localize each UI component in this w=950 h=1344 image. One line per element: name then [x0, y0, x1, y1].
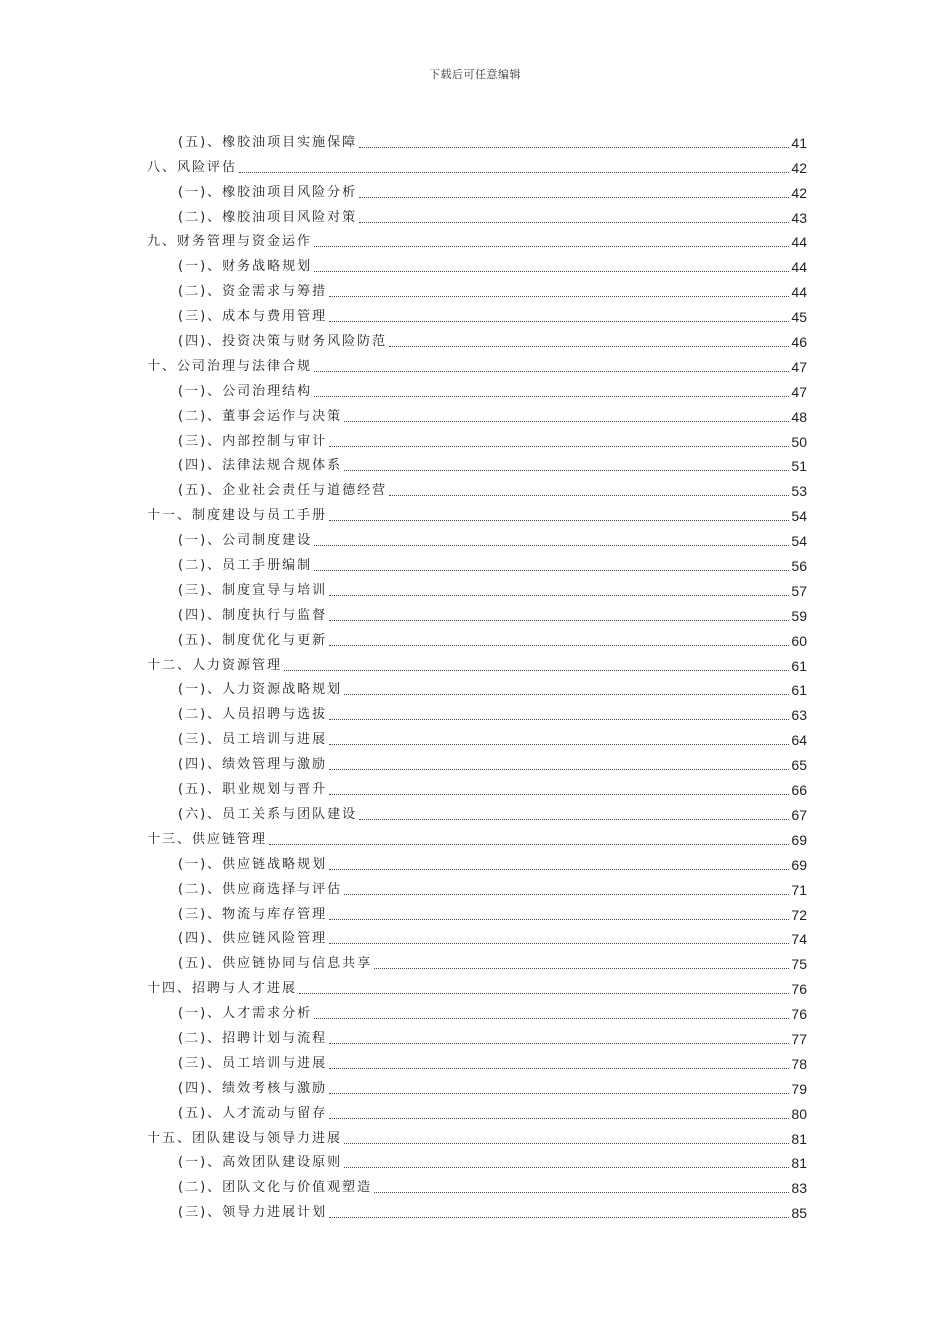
toc-entry-label: (一)、人才需求分析 [178, 1006, 313, 1022]
toc-section-entry[interactable] [147, 524, 807, 549]
dot-leader [344, 694, 789, 695]
toc-page-number: 81 [791, 1130, 807, 1147]
toc-page-number: 77 [791, 1030, 807, 1047]
toc-page-number: 44 [791, 284, 807, 301]
dot-leader [329, 869, 789, 870]
dot-leader [329, 595, 789, 596]
dot-leader [239, 172, 789, 173]
dot-leader [314, 1018, 789, 1019]
toc-entry-label: 十、公司治理与法律合规 [147, 358, 313, 374]
toc-page-number: 54 [791, 533, 807, 550]
toc-entry-label: (二)、资金需求与筹措 [178, 284, 328, 300]
toc-page-number: 69 [791, 856, 807, 873]
toc-page-number: 72 [791, 906, 807, 923]
toc-page-number: 48 [791, 408, 807, 425]
dot-leader [344, 470, 789, 471]
toc-section-entry[interactable] [147, 1196, 807, 1221]
dot-leader [314, 371, 789, 372]
dot-leader [314, 271, 789, 272]
dot-leader [329, 321, 789, 322]
toc-page-number: 54 [791, 508, 807, 525]
toc-entry-label: 八、风险评估 [147, 159, 238, 175]
toc-chapter-entry[interactable] [147, 151, 807, 176]
dot-leader [314, 396, 789, 397]
toc-page-number: 57 [791, 582, 807, 599]
toc-entry-label: (四)、供应链风险管理 [178, 931, 328, 947]
toc-section-entry[interactable] [147, 923, 807, 948]
toc-entry-label: (三)、成本与费用管理 [178, 309, 328, 325]
toc-entry-label: (一)、橡胶油项目风险分析 [178, 184, 358, 200]
toc-page-number: 46 [791, 334, 807, 351]
dot-leader [344, 1167, 789, 1168]
toc-section-entry[interactable] [147, 1171, 807, 1196]
toc-chapter-entry[interactable] [147, 972, 807, 997]
toc-section-entry[interactable] [147, 176, 807, 201]
toc-page-number: 45 [791, 309, 807, 326]
dot-leader [329, 794, 789, 795]
toc-page-number: 50 [791, 433, 807, 450]
dot-leader [329, 620, 789, 621]
toc-section-entry[interactable] [147, 624, 807, 649]
toc-page-number: 47 [791, 358, 807, 375]
toc-page-number: 42 [791, 184, 807, 201]
toc-section-entry[interactable] [147, 425, 807, 450]
dot-leader [269, 844, 789, 845]
toc-section-entry[interactable] [147, 325, 807, 350]
toc-entry-label: 十四、招聘与人才进展 [147, 981, 298, 997]
toc-section-entry[interactable] [147, 126, 807, 151]
toc-entry-label: (一)、人力资源战略规划 [178, 682, 343, 698]
toc-page-number: 43 [791, 209, 807, 226]
dot-leader [344, 894, 789, 895]
toc-entry-label: (三)、内部控制与审计 [178, 433, 328, 449]
toc-entry-label: (一)、高效团队建设原则 [178, 1155, 343, 1171]
toc-entry-label: (五)、人才流动与留存 [178, 1105, 328, 1121]
toc-chapter-entry[interactable] [147, 350, 807, 375]
toc-section-entry[interactable] [147, 873, 807, 898]
toc-page-number: 61 [791, 657, 807, 674]
toc-section-entry[interactable] [147, 1072, 807, 1097]
toc-page-number: 44 [791, 259, 807, 276]
toc-section-entry[interactable] [147, 201, 807, 226]
dot-leader [329, 296, 789, 297]
toc-entry-label: (五)、制度优化与更新 [178, 632, 328, 648]
dot-leader [374, 968, 789, 969]
toc-page-number: 81 [791, 1155, 807, 1172]
toc-page-number: 65 [791, 757, 807, 774]
toc-page-number: 44 [791, 234, 807, 251]
toc-entry-label: (二)、员工手册编制 [178, 558, 313, 574]
dot-leader [374, 1192, 789, 1193]
toc-section-entry[interactable] [147, 275, 807, 300]
toc-page-number: 63 [791, 707, 807, 724]
toc-entry-label: (一)、供应链战略规划 [178, 856, 328, 872]
toc-entry-label: (三)、物流与库存管理 [178, 906, 328, 922]
toc-entry-label: (一)、财务战略规划 [178, 259, 313, 275]
toc-entry-label: (二)、董事会运作与决策 [178, 408, 343, 424]
toc-entry-label: 十五、团队建设与领导力进展 [147, 1130, 343, 1146]
toc-section-entry[interactable] [147, 898, 807, 923]
toc-section-entry[interactable] [147, 848, 807, 873]
dot-leader [314, 246, 789, 247]
toc-section-entry[interactable] [147, 698, 807, 723]
toc-entry-label: (四)、法律法规合规体系 [178, 458, 343, 474]
dot-leader [284, 670, 789, 671]
toc-page-number: 67 [791, 806, 807, 823]
toc-page-number: 79 [791, 1080, 807, 1097]
toc-entry-label: (四)、投资决策与财务风险防范 [178, 334, 388, 350]
dot-leader [359, 819, 789, 820]
toc-section-entry[interactable] [147, 1097, 807, 1122]
toc-entry-label: (三)、员工培训与进展 [178, 1055, 328, 1071]
toc-page-number: 53 [791, 483, 807, 500]
toc-entry-label: (二)、供应商选择与评估 [178, 881, 343, 897]
toc-chapter-entry[interactable] [147, 499, 807, 524]
toc-chapter-entry[interactable] [147, 649, 807, 674]
toc-entry-label: (二)、团队文化与价值观塑造 [178, 1180, 373, 1196]
toc-entry-label: (五)、橡胶油项目实施保障 [178, 134, 358, 150]
dot-leader [329, 943, 789, 944]
toc-section-entry[interactable] [147, 375, 807, 400]
dot-leader [359, 222, 789, 223]
toc-section-entry[interactable] [147, 723, 807, 748]
toc-page-number: 47 [791, 383, 807, 400]
toc-section-entry[interactable] [147, 450, 807, 475]
header-note: 下载后可任意编辑 [429, 68, 521, 81]
toc-entry-label: (四)、绩效管理与激励 [178, 757, 328, 773]
dot-leader [329, 1093, 789, 1094]
toc-section-entry[interactable] [147, 798, 807, 823]
dot-leader [329, 744, 789, 745]
toc-section-entry[interactable] [147, 997, 807, 1022]
dot-leader [314, 570, 789, 571]
toc-section-entry[interactable] [147, 400, 807, 425]
dot-leader [329, 1118, 789, 1119]
dot-leader [344, 421, 789, 422]
dot-leader [329, 919, 789, 920]
toc-page-number: 41 [791, 134, 807, 151]
toc-entry-label: 十一、制度建设与员工手册 [147, 508, 328, 524]
toc-section-entry[interactable] [147, 549, 807, 574]
dot-leader [329, 1217, 789, 1218]
dot-leader [329, 769, 789, 770]
dot-leader [299, 993, 789, 994]
dot-leader [389, 495, 789, 496]
toc-section-entry[interactable] [147, 1147, 807, 1172]
table-of-contents [147, 126, 807, 1221]
toc-page-number: 56 [791, 558, 807, 575]
toc-entry-label: (四)、绩效考核与激励 [178, 1080, 328, 1096]
toc-page-number: 64 [791, 732, 807, 749]
toc-page-number: 42 [791, 159, 807, 176]
dot-leader [344, 1143, 789, 1144]
toc-entry-label: (三)、制度宣导与培训 [178, 582, 328, 598]
toc-page-number: 61 [791, 682, 807, 699]
toc-page-number: 74 [791, 931, 807, 948]
toc-entry-label: 十三、供应链管理 [147, 831, 268, 847]
toc-page-number: 69 [791, 831, 807, 848]
toc-page-number: 71 [791, 881, 807, 898]
toc-chapter-entry[interactable] [147, 226, 807, 251]
toc-section-entry[interactable] [147, 773, 807, 798]
dot-leader [359, 197, 789, 198]
toc-page-number: 83 [791, 1180, 807, 1197]
toc-section-entry[interactable] [147, 1022, 807, 1047]
toc-entry-label: (三)、员工培训与进展 [178, 732, 328, 748]
toc-page-number: 75 [791, 956, 807, 973]
toc-entry-label: (四)、制度执行与监督 [178, 607, 328, 623]
toc-entry-label: (二)、人员招聘与选拔 [178, 707, 328, 723]
toc-entry-label: (五)、职业规划与晋升 [178, 782, 328, 798]
toc-chapter-entry[interactable] [147, 823, 807, 848]
toc-page-number: 80 [791, 1105, 807, 1122]
toc-entry-label: 十二、人力资源管理 [147, 657, 283, 673]
dot-leader [359, 147, 789, 148]
toc-entry-label: (五)、供应链协同与信息共享 [178, 956, 373, 972]
dot-leader [329, 645, 789, 646]
dot-leader [314, 545, 789, 546]
toc-section-entry[interactable] [147, 947, 807, 972]
toc-entry-label: (三)、领导力进展计划 [178, 1205, 328, 1221]
toc-page-number: 78 [791, 1055, 807, 1072]
dot-leader [329, 1068, 789, 1069]
toc-section-entry[interactable] [147, 674, 807, 699]
toc-page-number: 76 [791, 981, 807, 998]
toc-entry-label: (二)、橡胶油项目风险对策 [178, 209, 358, 225]
toc-entry-label: 九、财务管理与资金运作 [147, 234, 313, 250]
toc-section-entry[interactable] [147, 574, 807, 599]
toc-page-number: 59 [791, 607, 807, 624]
toc-chapter-entry[interactable] [147, 1122, 807, 1147]
toc-section-entry[interactable] [147, 599, 807, 624]
dot-leader [329, 1043, 789, 1044]
dot-leader [329, 520, 789, 521]
toc-entry-label: (一)、公司治理结构 [178, 383, 313, 399]
toc-entry-label: (六)、员工关系与团队建设 [178, 806, 358, 822]
toc-entry-label: (二)、招聘计划与流程 [178, 1030, 328, 1046]
toc-section-entry[interactable] [147, 250, 807, 275]
dot-leader [389, 346, 789, 347]
dot-leader [329, 719, 789, 720]
toc-section-entry[interactable] [147, 474, 807, 499]
toc-section-entry[interactable] [147, 300, 807, 325]
toc-page-number: 76 [791, 1006, 807, 1023]
toc-page-number: 85 [791, 1205, 807, 1222]
dot-leader [329, 446, 789, 447]
toc-section-entry[interactable] [147, 1047, 807, 1072]
toc-entry-label: (五)、企业社会责任与道德经营 [178, 483, 388, 499]
toc-page-number: 66 [791, 782, 807, 799]
toc-page-number: 60 [791, 632, 807, 649]
toc-page-number: 51 [791, 458, 807, 475]
toc-section-entry[interactable] [147, 748, 807, 773]
toc-entry-label: (一)、公司制度建设 [178, 533, 313, 549]
